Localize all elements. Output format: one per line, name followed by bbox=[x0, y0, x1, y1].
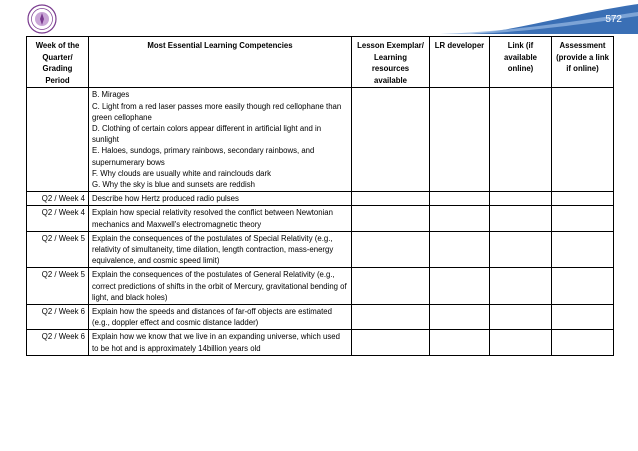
header-exemplar: Lesson Exemplar/ Learning resources available bbox=[352, 37, 430, 88]
melc-table bbox=[26, 36, 614, 356]
exemplar-cell bbox=[352, 268, 430, 305]
table-row bbox=[27, 88, 614, 192]
melc-cell: Explain how special relativity resolved the conflict between Newtonian mechanics and Maxwell's electromagnetic theory bbox=[89, 206, 352, 231]
assessment-cell bbox=[552, 88, 614, 192]
week-cell bbox=[27, 88, 89, 192]
exemplar-cell bbox=[352, 231, 430, 268]
week-cell: Q2 / Week 4 bbox=[27, 206, 89, 231]
assessment-cell bbox=[552, 330, 614, 355]
exemplar-cell bbox=[352, 192, 430, 206]
link-cell bbox=[490, 268, 552, 305]
table-header-row bbox=[27, 37, 614, 88]
assessment-cell bbox=[552, 305, 614, 330]
link-cell bbox=[490, 231, 552, 268]
table-row bbox=[27, 192, 614, 206]
developer-cell bbox=[430, 268, 490, 305]
exemplar-cell bbox=[352, 305, 430, 330]
developer-cell bbox=[430, 206, 490, 231]
header-week: Week of the Quarter/ Grading Period bbox=[27, 37, 89, 88]
list-item: F. Why clouds are usually white and rainclouds dark bbox=[92, 168, 271, 178]
link-cell bbox=[490, 330, 552, 355]
assessment-cell bbox=[552, 192, 614, 206]
table-row bbox=[27, 206, 614, 231]
header-melc: Most Essential Learning Competencies bbox=[89, 37, 352, 88]
deped-seal-icon bbox=[27, 4, 57, 34]
link-cell bbox=[490, 192, 552, 206]
assessment-cell bbox=[552, 268, 614, 305]
list-item: C. Light from a red laser passes more easily though red cellophane than green cellophane bbox=[92, 101, 342, 122]
list-item: B. Mirages bbox=[92, 90, 130, 100]
melc-cell: Explain how we know that we live in an expanding universe, which used to be hot and is approximately 14billion years old bbox=[89, 330, 352, 355]
list-item: D. Clothing of certain colors appear different in artificial light and in sunlight bbox=[92, 123, 322, 145]
link-cell bbox=[490, 206, 552, 231]
developer-cell bbox=[430, 305, 490, 330]
week-cell: Q2 / Week 5 bbox=[27, 268, 89, 305]
developer-cell bbox=[430, 330, 490, 355]
header-banner bbox=[0, 0, 638, 34]
assessment-cell bbox=[552, 231, 614, 268]
assessment-cell bbox=[552, 206, 614, 231]
developer-cell bbox=[430, 231, 490, 268]
exemplar-cell bbox=[352, 330, 430, 355]
melc-cell: Explain the consequences of the postulates of Special Relativity (e.g., relativity of simultaneity, time dilation, length contraction, mass-energy equivalence, and cosmic speed limit) bbox=[89, 231, 352, 268]
list-item: E. Haloes, sundogs, primary rainbows, secondary rainbows, and supernumerary bows bbox=[92, 146, 315, 167]
melc-cell: Explain how the speeds and distances of far-off objects are estimated (e.g., doppler effect and cosmic distance ladder) bbox=[89, 305, 352, 330]
week-cell: Q2 / Week 5 bbox=[27, 231, 89, 268]
week-cell: Q2 / Week 6 bbox=[27, 330, 89, 355]
link-cell bbox=[490, 305, 552, 330]
table-row bbox=[27, 231, 614, 268]
developer-cell bbox=[430, 88, 490, 192]
table-row bbox=[27, 305, 614, 330]
header-assessment: Assessment (provide a link if online) bbox=[552, 37, 614, 88]
table-row bbox=[27, 330, 614, 355]
link-cell bbox=[490, 88, 552, 192]
melc-cell: Explain the consequences of the postulates of General Relativity (e.g., correct predictions of shifts in the orbit of Mercury, gravitational bending of light, and black holes) bbox=[89, 268, 352, 305]
exemplar-cell bbox=[352, 88, 430, 192]
melc-cell bbox=[89, 88, 352, 192]
page-number: 572 bbox=[605, 14, 622, 25]
header-developer: LR developer bbox=[430, 37, 490, 88]
exemplar-cell bbox=[352, 206, 430, 231]
melc-cell: Describe how Hertz produced radio pulses bbox=[89, 192, 352, 206]
header-link: Link (if available online) bbox=[490, 37, 552, 88]
developer-cell bbox=[430, 192, 490, 206]
table-row bbox=[27, 268, 614, 305]
week-cell: Q2 / Week 4 bbox=[27, 192, 89, 206]
week-cell: Q2 / Week 6 bbox=[27, 305, 89, 330]
list-item: G. Why the sky is blue and sunsets are reddish bbox=[92, 180, 255, 189]
